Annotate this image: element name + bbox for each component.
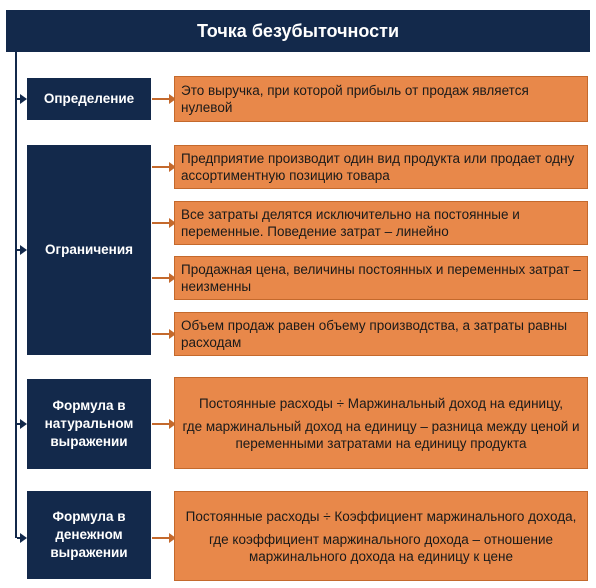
connector-definition: [17, 98, 21, 100]
formula-natural-box: [174, 377, 588, 469]
diagram-title: Точка безубыточности: [6, 10, 590, 52]
formula-monetary-box: [174, 491, 588, 581]
connector-limitations: [17, 249, 21, 251]
arrow-limitation-3: [152, 277, 170, 279]
limitation-text-4: Объем продаж равен объему производства, а затраты равны расходам: [181, 318, 568, 350]
arrow-limitation-4: [152, 333, 170, 335]
connector-trunk: [15, 52, 17, 538]
connector-formula-monetary: [17, 537, 21, 539]
label-definition: Определение: [27, 78, 151, 120]
arrow-formula-natural: [152, 423, 170, 425]
limitation-text-2: Все затраты делятся исключительно на постоянные и переменные. Поведение затрат – линейно: [181, 207, 520, 239]
label-limitations: Ограничения: [27, 145, 151, 355]
limitation-box-3: [174, 256, 588, 300]
limitation-text-3: Продажная цена, величины постоянных и переменных затрат – неизменны: [181, 262, 581, 294]
formula-monetary-text: Постоянные расходы ÷ Коэффициент маржинального дохода,: [185, 508, 577, 524]
limitation-box-1: [174, 145, 588, 189]
limitation-box-2: [174, 201, 588, 245]
formula-monetary-note: где коэффициент маржинального дохода – отношение маржинального дохода на единицу к цене: [208, 531, 554, 564]
arrow-limitation-2: [152, 222, 170, 224]
limitation-text-1: Предприятие производит один вид продукта или продает одну ассортиментную позицию товара: [181, 151, 575, 183]
arrow-limitation-1: [152, 166, 170, 168]
formula-natural-note: где маржинальный доход на единицу – разница между ценой и переменными затратами на единицу продукта: [182, 418, 580, 451]
arrow-formula-monetary: [152, 537, 170, 539]
definition-text: Это выручка, при которой прибыль от продаж является нулевой: [181, 83, 529, 115]
definition-box: [174, 76, 588, 122]
limitation-box-4: [174, 312, 588, 356]
formula-natural-text: Постоянные расходы ÷ Маржинальный доход на единицу,: [199, 395, 563, 411]
label-formula-monetary: Формула в денежном выражении: [27, 491, 151, 579]
arrow-definition: [152, 98, 170, 100]
connector-formula-natural: [17, 423, 21, 425]
label-formula-natural: Формула в натуральном выражении: [27, 379, 151, 469]
